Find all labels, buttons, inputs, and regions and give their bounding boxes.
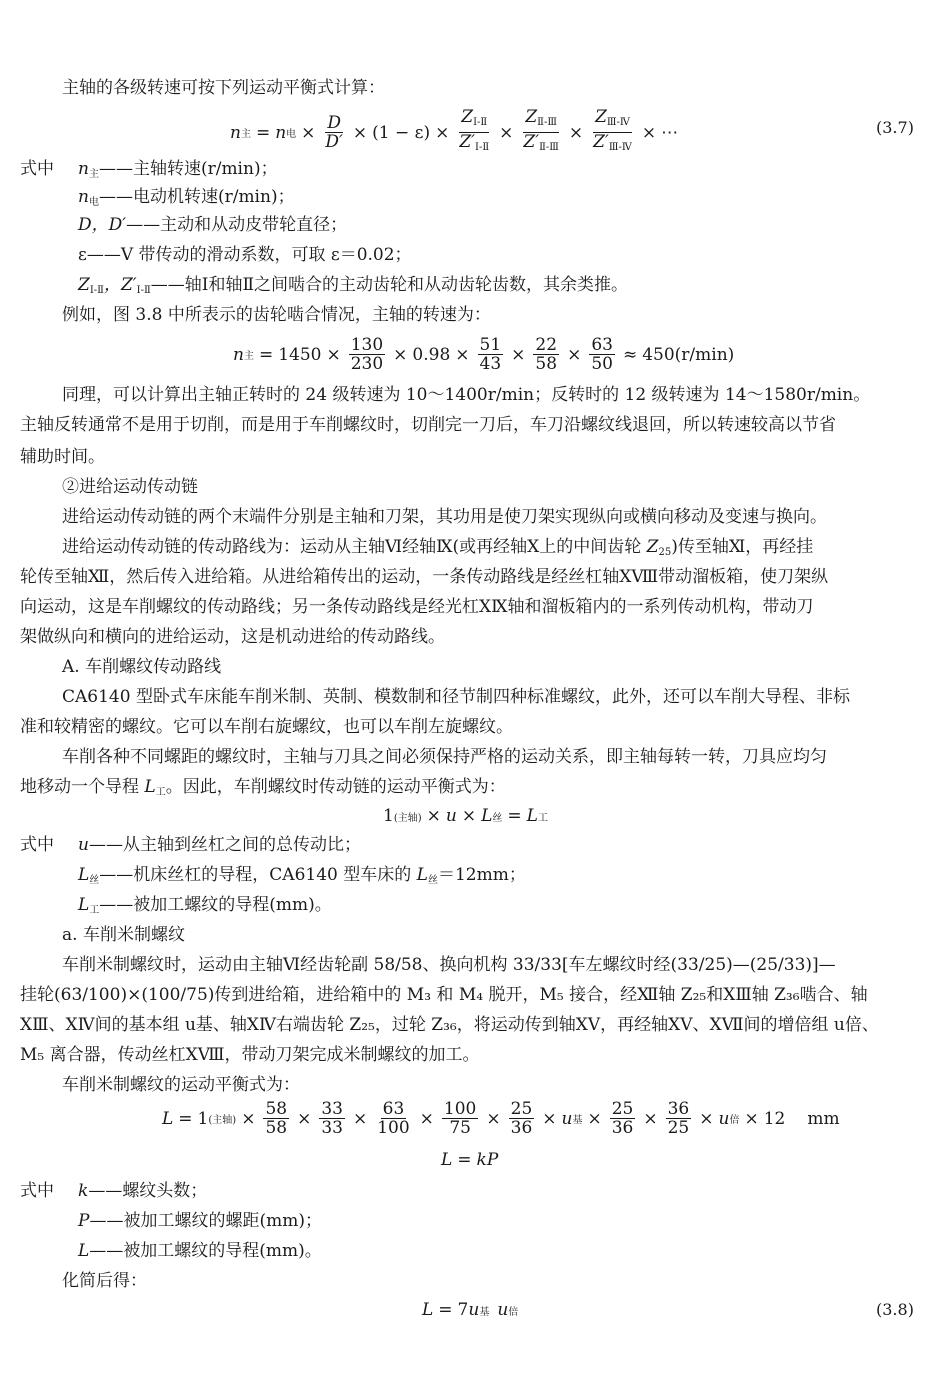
equation-thread-balance [383,806,548,826]
sym-L: L [78,895,90,915]
example-line: 例如，图 3.8 中所表示的齿轮啮合情况，主轴的转速为： [62,305,491,325]
para-a-4 [20,776,506,804]
def-Z-text: ——轴Ⅰ和轴Ⅱ之间啮合的主动齿轮和从动齿轮齿数，其余类推。 [150,275,629,295]
where-label: 式中 [20,1181,54,1201]
eq37-n-motor-sub: 电 [286,129,297,140]
section-feed-title: ②进给运动传动链 [62,477,198,497]
eq38-u-mult: u [497,1300,509,1320]
metric-times: × [744,1108,759,1129]
frac-num: 58 [265,1099,288,1119]
eq38-L: L [422,1300,434,1320]
para-same-1: 同理，可以计算出主轴正转时的 24 级转速为 10～1400r/min；反转时的 12 级转速为 14～1580r/min。 [62,385,871,405]
def-P [78,1210,322,1232]
eq38-u-base: u [468,1300,480,1320]
thread-one: 1 [383,806,394,826]
speed-times: × [455,344,470,365]
frac-num: 130 [350,335,384,355]
equation-metric-balance [162,1100,840,1137]
eq37-slip: (1 − ε) [372,122,431,143]
frac-num: 25 [510,1099,533,1119]
frac-num: 36 [667,1099,690,1119]
lkp-L: L [441,1150,453,1170]
lkp-equals: = [457,1150,472,1170]
speed-times: × [511,344,526,365]
frac-den: 25 [667,1118,690,1138]
para-metric-3: ⅩⅢ、ⅩⅣ间的基本组 u基、轴ⅩⅣ右端齿轮 Z₂₅，过轮 Z₃₆，将运动传到轴ⅩⅤ，再经轴ⅩⅤ、ⅩⅦ间的增倍组 u倍、 [20,1015,879,1035]
eq38-sub-mult: 倍 [508,1306,519,1318]
frac-den: 58 [265,1118,288,1138]
def-n-motor [78,186,295,214]
sym-P: P [78,1211,90,1231]
frac-num: 100 [443,1099,477,1119]
metric-unit: mm [807,1108,840,1129]
equation-speed [233,336,734,373]
sym-L: L [416,865,428,885]
eq37-sub: Ⅲ-Ⅳ [606,117,630,128]
sym-u: u [78,835,89,855]
speed-098: 0.98 [412,344,451,365]
para-metric-2: 挂轮(63/100)×(100/75)传到进给箱，进给箱中的 M₃ 和 M₄ 脱开，M₅ 接合，经Ⅻ轴 Z₂₅和ⅩⅢ轴 Z₃₆啮合、轴 [20,985,868,1005]
sym-Zp: ，Z′ [103,275,137,295]
para-feed-1: 进给运动传动链的两个末端件分别是主轴和刀架，其功用是使刀架实现纵向或横向移动及变速与换向。 [62,507,827,527]
frac-den: 36 [611,1118,634,1138]
speed-1450: 1450 [278,344,322,365]
where-label: 式中 [20,835,54,855]
para-a-1: CA6140 型卧式车床能车削米制、英制、模数制和径节制四种标准螺纹，此外，还可以车削大导程、非标 [62,687,850,707]
metric-sub-mult: 倍 [729,1115,740,1126]
intro-line: 主轴的各级转速可按下列运动平衡式计算： [62,78,385,98]
speed-equals: = [258,344,274,365]
metric-sub-spindle: (主轴) [208,1115,237,1126]
speed-n-sub: 主 [243,351,254,362]
eq37-sub: Ⅰ-Ⅱ [475,142,490,153]
eq38-equals: = [438,1300,453,1320]
metric-frac-3 [375,1100,411,1137]
metric-times: × [643,1108,658,1129]
para-feed-3: 轮传至轴Ⅻ，然后传入进给箱。从进给箱传出的运动，一条传动路线是经丝杠轴ⅩⅧ带动溜板箱，使刀架纵 [20,567,829,587]
metric-L: L [162,1108,174,1129]
metric-times: × [587,1108,602,1129]
sym-eps: ε [78,245,87,265]
a-4b: 。因此，车削螺纹时传动链的运动平衡式为： [165,777,506,797]
sym-n: n [78,187,89,207]
metric-u-mult: u [718,1108,730,1129]
eq37-equals: = [255,122,271,143]
sym-L: L [78,865,90,885]
eq37-n: n [230,122,241,143]
frac-num: 25 [611,1099,634,1119]
def-Lsi-text: ——机床丝杠的导程，CA6140 型车床的 [99,865,412,885]
def-n-motor-text: ——电动机转速(r/min)； [98,187,295,207]
thread-sub-si: 丝 [492,812,503,824]
eq37-times: × [499,122,514,143]
sym-D-pair: D，D′ [78,215,127,235]
speed-times: × [393,344,408,365]
frac-num: 33 [321,1099,343,1119]
eq37-times: × [435,122,450,143]
sym-n: n [78,159,89,179]
metric-frac-1 [263,1100,289,1137]
equation-3-8 [422,1300,518,1320]
metric-times: × [542,1108,557,1129]
thread-L: L [526,806,538,826]
sym-sub-main: 主 [88,169,99,180]
eq37-D: D [327,113,341,133]
def-k-text: ——螺纹头数； [88,1181,208,1201]
def-L-text: ——被加工螺纹的导程(mm)。 [89,1241,322,1261]
thread-equals: = [507,806,522,826]
sym-L: L [144,777,156,797]
eq37-frac-D [323,114,345,151]
frac-den: 100 [377,1118,410,1138]
thread-sub-gong: 工 [537,812,548,824]
metric-times: × [352,1108,368,1129]
speed-approx: ≈ [622,344,638,365]
equation-L-kP [441,1150,498,1170]
sym-sub-12: Ⅰ-Ⅱ [89,285,104,296]
def-n-main [78,158,278,186]
sym-L: L [78,1241,90,1261]
eq37-Zp: Z′ [459,132,476,152]
eq37-frac-z34 [591,108,634,157]
eq37-times: × [568,122,584,143]
sym-sub-motor: 电 [88,197,99,208]
para-a-3: 车削各种不同螺距的螺纹时，主轴与刀具之间必须保持严格的运动关系，即主轴每转一转，刀具应均匀 [62,747,827,767]
lkp-kP: kP [476,1150,499,1170]
def-D [78,214,347,236]
sym-sub-si: 丝 [89,875,100,886]
eq37-Dp: D′ [325,132,343,152]
eq37-Zp: Z′ [593,132,609,152]
para-metric-4: M₅ 离合器，传动丝杠ⅩⅧ，带动刀架完成米制螺纹的加工。 [20,1045,480,1065]
frac-den: 230 [350,354,384,374]
frac-den: 58 [535,354,558,374]
frac-num: 51 [479,335,502,355]
metric-frac-5 [509,1100,535,1137]
simplify-line: 化简后得： [62,1271,147,1291]
speed-n: n [233,344,244,365]
a-4a: 地移动一个导程 [20,777,139,797]
metric-frac-2 [319,1100,345,1137]
def-k [78,1180,207,1202]
eq37-sub: Ⅰ-Ⅱ [473,117,488,128]
speed-times: × [326,344,341,365]
def-eps [78,244,412,266]
metric-equals: = [178,1108,193,1129]
section-metric-title: a. 车削米制螺纹 [62,925,185,945]
sym-k: k [78,1181,89,1201]
thread-times: × [461,806,477,826]
para-feed-2 [62,536,813,564]
frac-den: 33 [321,1118,343,1138]
frac-num: 63 [591,335,613,355]
eq37-Z: Z [461,107,474,127]
metric-frac-4 [442,1100,478,1137]
speed-result: 450(r/min) [642,344,735,365]
def-Lgong-text: ——被加工螺纹的导程(mm)。 [99,895,332,915]
thread-u: u [445,806,457,826]
thread-times: × [426,806,441,826]
def-L [78,1240,322,1262]
def-u-text: ——从主轴到丝杠之间的总传动比； [88,835,361,855]
metric-times: × [297,1108,312,1129]
eq37-times: × [352,122,368,143]
metric-u-base: u [561,1108,573,1129]
sym-sub-gong: 工 [155,787,166,798]
sym-Z: Z [78,275,90,295]
frac-num: 63 [382,1099,405,1119]
speed-frac-3 [533,336,559,373]
eq37-frac-z23 [521,108,561,157]
frac-den: 36 [510,1118,533,1138]
eq37-sub: Ⅱ-Ⅲ [537,117,557,128]
para-metric-5: 车削米制螺纹的运动平衡式为： [62,1075,300,1095]
def-Z [78,274,628,302]
speed-frac-4 [589,336,615,373]
para-feed-5: 架做纵向和横向的进给运动，这是机动进给的传动路线。 [20,627,445,647]
def-n-main-text: ——主轴转速(r/min)； [98,159,278,179]
metric-sub-base: 基 [572,1115,583,1126]
equation-3-7 [230,108,678,157]
para-a-2: 准和较精密的螺纹。它可以车削右旋螺纹，也可以车削左旋螺纹。 [20,717,513,737]
feed-2a: 进给运动传动链的传动路线为：运动从主轴Ⅵ经轴Ⅸ(或再经轴Ⅹ上的中间齿轮 [62,537,642,557]
metric-twelve: 12 [763,1108,786,1129]
section-a-title: A. 车削螺纹传动路线 [62,657,222,677]
def-Lsi-value: ＝12mm； [437,865,526,885]
sym-sub-25: 25 [658,547,672,558]
metric-times: × [419,1108,434,1129]
equation-number-3-7: (3.7) [876,118,914,137]
eq37-times: × [641,122,657,143]
thread-L: L [481,806,493,826]
thread-sub-spindle: (主轴) [393,812,422,824]
eq37-n-sub: 主 [240,129,251,140]
speed-frac-2 [478,336,504,373]
speed-frac-1 [349,336,385,373]
eq37-n-motor: n [275,122,287,143]
para-same-3: 辅助时间。 [20,447,105,467]
metric-times: × [486,1108,501,1129]
def-P-text: ——被加工螺纹的螺距(mm)； [89,1211,322,1231]
metric-frac-6 [610,1100,636,1137]
feed-2b: )传至轴Ⅺ，再经挂 [671,537,814,557]
frac-den: 50 [591,354,613,374]
eq37-times: × [301,122,316,143]
eq37-frac-z12 [457,108,491,157]
sym-sub-gong: 工 [89,905,100,916]
eq37-Z: Z [595,107,607,127]
eq37-dots: ⋯ [661,122,679,143]
eq37-sub: Ⅱ-Ⅲ [539,142,559,153]
metric-one: 1 [197,1108,209,1129]
equation-number-3-8: (3.8) [876,1300,914,1319]
def-Lgong [78,894,332,922]
metric-frac-7 [666,1100,692,1137]
frac-den: 75 [449,1118,471,1138]
eq38-sub-base: 基 [479,1306,490,1318]
sym-sub-si: 丝 [427,875,438,886]
eq37-Zp: Z′ [523,132,540,152]
metric-times: × [241,1108,256,1129]
para-metric-1: 车削米制螺纹时，运动由主轴Ⅵ经齿轮副 58/58、换向机构 33/33[车左螺纹时经(33/25)—(25/33)]— [62,955,836,975]
def-u [78,834,361,856]
def-eps-text: ——V 带传动的滑动系数，可取 ε＝0.02； [86,245,412,265]
sym-Z25: Z [646,537,659,557]
para-feed-4: 向运动，这是车削螺纹的传动路线；另一条传动路线是经光杠ⅩⅨ轴和溜板箱内的一系列传动机构，带动刀 [20,597,814,617]
eq37-Z: Z [525,107,538,127]
sym-sub-12: Ⅰ-Ⅱ [136,285,151,296]
eq38-seven: 7 [457,1300,469,1320]
frac-num: 22 [535,335,558,355]
para-same-2: 主轴反转通常不是用于切削，而是用于车削螺纹时，切削完一刀后，车刀沿螺纹线退回，所以转速较高以节省 [20,415,836,435]
where-label: 式中 [20,159,54,179]
def-Lsi [78,864,526,892]
metric-times: × [699,1108,714,1129]
frac-den: 43 [479,354,502,374]
def-D-text: ——主动和从动皮带轮直径； [126,215,348,235]
speed-times: × [567,344,582,365]
eq37-sub: Ⅲ-Ⅳ [608,142,632,153]
